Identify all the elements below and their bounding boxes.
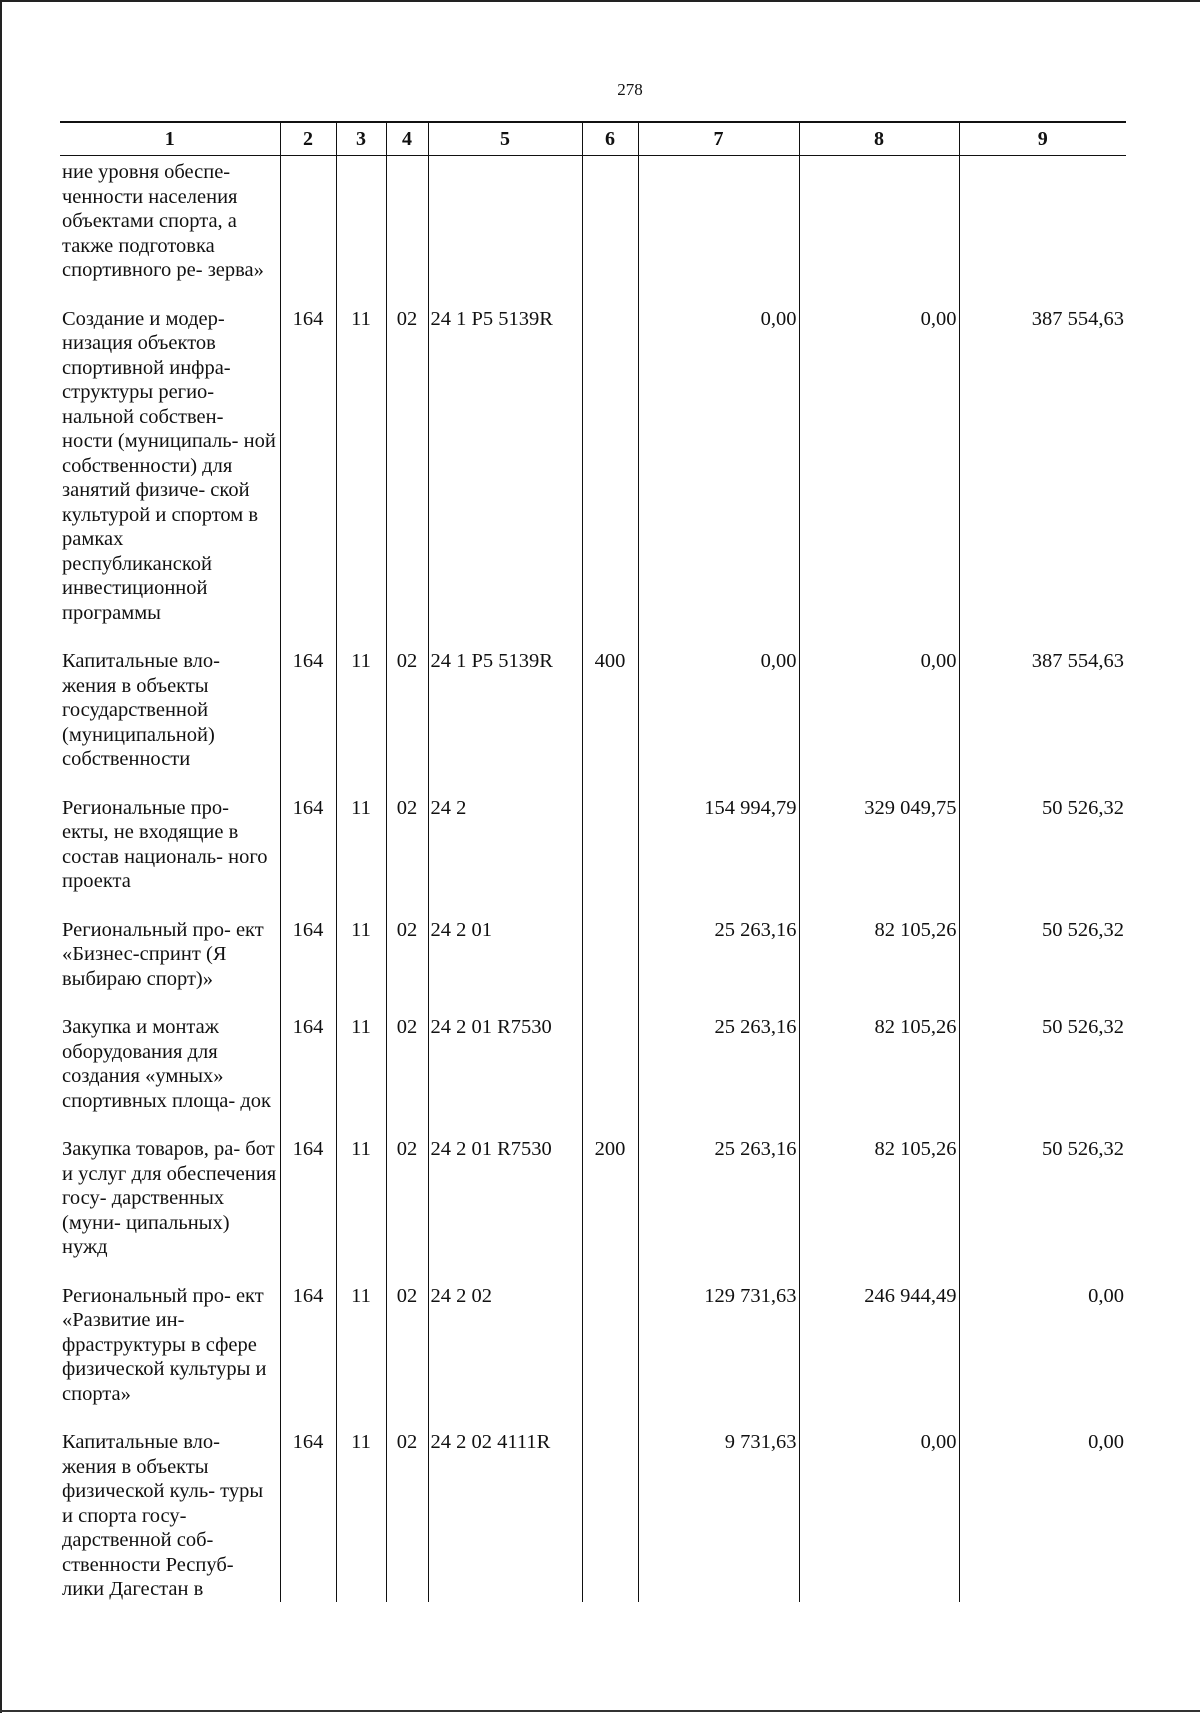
cell-amount-col7: 25 263,16: [638, 1011, 799, 1133]
cell-section: 11: [336, 914, 386, 1012]
cell-amount-col9: 0,00: [959, 1426, 1126, 1602]
cell-ministry: [280, 156, 336, 303]
cell-ministry: 164: [280, 914, 336, 1012]
cell-section: 11: [336, 792, 386, 914]
cell-target-article: [428, 156, 582, 303]
cell-subsection: 02: [386, 1133, 428, 1280]
cell-amount-col9: [959, 156, 1126, 303]
cell-amount-col7: 0,00: [638, 645, 799, 792]
cell-amount-col7: 25 263,16: [638, 1133, 799, 1280]
column-header-1: 1: [60, 122, 280, 156]
budget-table: [60, 121, 1126, 1602]
cell-amount-col8: 246 944,49: [799, 1280, 959, 1427]
cell-amount-col8: 0,00: [799, 1426, 959, 1602]
column-header-9: 9: [959, 122, 1126, 156]
cell-expense-type: [582, 792, 638, 914]
column-header-2: 2: [280, 122, 336, 156]
cell-amount-col7: 154 994,79: [638, 792, 799, 914]
cell-subsection: 02: [386, 914, 428, 1012]
row-name: Создание и модер- низация объектов спортивной инфра- структуры регио- нальной собствен- ности (муниципаль- ной собственности) для занятий физиче- ской культурой и спортом в рамках республиканской инвестиционной программы: [62, 307, 276, 624]
row-name: Капитальные вло- жения в объекты государственной (муниципальной) собственности: [62, 650, 220, 770]
table-row: [60, 914, 1126, 1012]
table-row: [60, 1133, 1126, 1280]
table-row: [60, 1011, 1126, 1133]
cell-amount-col9: 50 526,32: [959, 1011, 1126, 1133]
cell-subsection: 02: [386, 792, 428, 914]
cell-section: 11: [336, 1426, 386, 1602]
column-header-3: 3: [336, 122, 386, 156]
cell-expense-type: [582, 1280, 638, 1427]
cell-target-article: 24 2 02: [428, 1280, 582, 1427]
cell-amount-col8: 82 105,26: [799, 1133, 959, 1280]
cell-ministry: 164: [280, 1426, 336, 1602]
row-name: Закупка и монтаж оборудования для создания «умных» спортивных площа- док: [62, 1016, 271, 1112]
column-header-5: 5: [428, 122, 582, 156]
cell-expense-type: [582, 1011, 638, 1133]
row-name: ние уровня обеспе- ченности населения объектами спорта, а также подготовка спортивного ре- зерва»: [62, 161, 264, 281]
page-number: 278: [617, 80, 643, 99]
cell-amount-col8: 0,00: [799, 303, 959, 646]
table-body: [60, 156, 1126, 1602]
scan-border-top: [0, 0, 1200, 2]
cell-expense-type: [582, 303, 638, 646]
cell-amount-col9: 387 554,63: [959, 303, 1126, 646]
row-name: Региональные про- екты, не входящие в состав националь- ного проекта: [62, 796, 268, 892]
table-row: [60, 792, 1126, 914]
cell-amount-col9: 0,00: [959, 1280, 1126, 1427]
scan-border-bottom: [0, 1710, 1200, 1712]
cell-expense-type: [582, 156, 638, 303]
cell-expense-type: 400: [582, 645, 638, 792]
cell-section: 11: [336, 1011, 386, 1133]
cell-subsection: 02: [386, 1426, 428, 1602]
cell-amount-col7: 9 731,63: [638, 1426, 799, 1602]
cell-ministry: 164: [280, 1280, 336, 1427]
cell-ministry: 164: [280, 645, 336, 792]
cell-amount-col8: 82 105,26: [799, 914, 959, 1012]
cell-amount-col9: 387 554,63: [959, 645, 1126, 792]
cell-target-article: 24 2 01: [428, 914, 582, 1012]
cell-amount-col9: 50 526,32: [959, 792, 1126, 914]
cell-subsection: 02: [386, 1011, 428, 1133]
cell-target-article: 24 2 01 R7530: [428, 1011, 582, 1133]
cell-expense-type: 200: [582, 1133, 638, 1280]
cell-subsection: 02: [386, 303, 428, 646]
row-name: Региональный про- ект «Бизнес-спринт (Я выбираю спорт)»: [62, 918, 264, 990]
table-row: [60, 303, 1126, 646]
cell-amount-col8: [799, 156, 959, 303]
row-name: Закупка товаров, ра- бот и услуг для обеспечения госу- дарственных (муни- ципальных) нужд: [62, 1138, 277, 1258]
table-header: [60, 122, 1126, 156]
cell-amount-col7: [638, 156, 799, 303]
column-header-7: 7: [638, 122, 799, 156]
column-header-4: 4: [386, 122, 428, 156]
cell-target-article: 24 2 01 R7530: [428, 1133, 582, 1280]
cell-amount-col9: 50 526,32: [959, 914, 1126, 1012]
cell-subsection: 02: [386, 645, 428, 792]
table-row: [60, 1426, 1126, 1602]
cell-ministry: 164: [280, 303, 336, 646]
table-row: [60, 645, 1126, 792]
cell-subsection: [386, 156, 428, 303]
row-name: Региональный про- ект «Развитие ин- фраструктуры в сфере физической культуры и спорта»: [62, 1284, 267, 1405]
cell-expense-type: [582, 1426, 638, 1602]
cell-amount-col9: 50 526,32: [959, 1133, 1126, 1280]
cell-target-article: 24 2: [428, 792, 582, 914]
cell-section: 11: [336, 1133, 386, 1280]
cell-ministry: 164: [280, 792, 336, 914]
column-header-6: 6: [582, 122, 638, 156]
cell-amount-col8: 0,00: [799, 645, 959, 792]
column-header-8: 8: [799, 122, 959, 156]
cell-expense-type: [582, 914, 638, 1012]
cell-target-article: 24 1 P5 5139R: [428, 303, 582, 646]
cell-section: 11: [336, 303, 386, 646]
scan-border-left: [0, 0, 2, 1713]
table-row: [60, 1280, 1126, 1427]
table-row: [60, 156, 1126, 303]
cell-amount-col7: 0,00: [638, 303, 799, 646]
cell-subsection: 02: [386, 1280, 428, 1427]
cell-ministry: 164: [280, 1133, 336, 1280]
row-name: Капитальные вло- жения в объекты физической куль- туры и спорта госу- дарственной соб- ственности Респуб- лики Дагестан в: [62, 1431, 264, 1600]
cell-target-article: 24 2 02 4111R: [428, 1426, 582, 1602]
cell-section: 11: [336, 645, 386, 792]
cell-ministry: 164: [280, 1011, 336, 1133]
cell-amount-col7: 129 731,63: [638, 1280, 799, 1427]
cell-amount-col8: 329 049,75: [799, 792, 959, 914]
cell-amount-col8: 82 105,26: [799, 1011, 959, 1133]
cell-amount-col7: 25 263,16: [638, 914, 799, 1012]
cell-section: [336, 156, 386, 303]
cell-section: 11: [336, 1280, 386, 1427]
cell-target-article: 24 1 P5 5139R: [428, 645, 582, 792]
